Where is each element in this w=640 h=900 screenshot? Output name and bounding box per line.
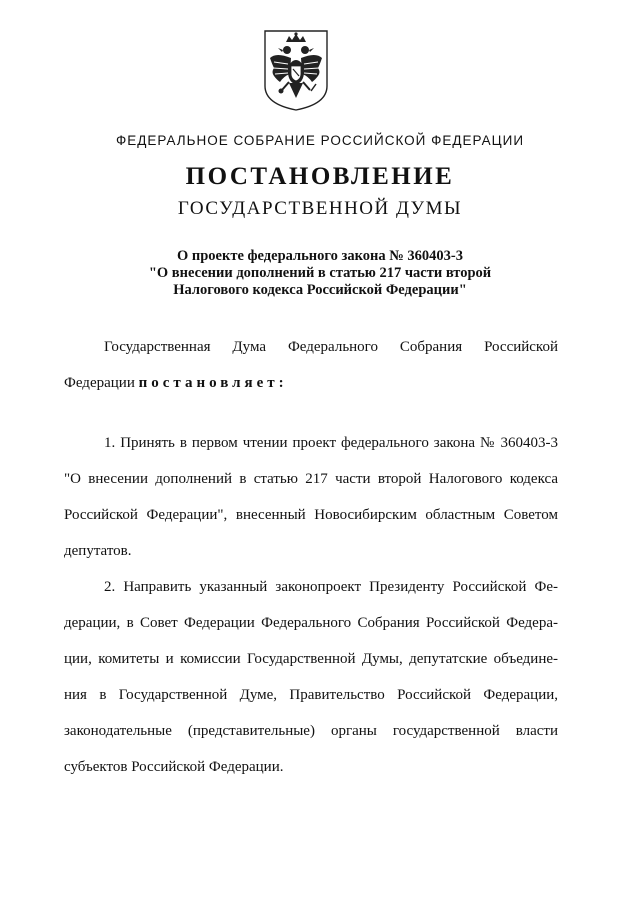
subject-line: "О внесении дополнений в статью 217 части второй (148, 265, 492, 281)
document-type: ПОСТАНОВЛЕНИЕ (185, 163, 455, 190)
subject-line: Налогового кодекса Российской Федерации" (173, 282, 467, 298)
paragraph-line: депутатов. (64, 543, 132, 559)
document-issuer: ГОСУДАРСТВЕННОЙ ДУМЫ (177, 198, 463, 219)
paragraph-line: Российской Федерации", внесенный Новосибирским областным Советом (64, 507, 558, 523)
paragraph-line: законодательные (представительные) органы государственной власти (64, 723, 558, 739)
paragraph-line: ния в Государственной Думе, Правительство Российской Федерации, (64, 687, 558, 703)
decree-keyword: постановляет: (138, 375, 288, 391)
paragraph-line: ции, комитеты и комиссии Государственной Думы, депутатские объедине- (64, 651, 558, 667)
paragraph-line: 2. Направить указанный законопроект Президенту Российской Фе- (104, 579, 558, 595)
paragraph-line: "О внесении дополнений в статью 217 части второй Налогового кодекса (64, 471, 558, 487)
preamble-line (64, 373, 558, 409)
russian-coat-of-arms-icon (262, 28, 330, 112)
paragraph-line: дерации, в Совет Федерации Федерального Собрания Российской Федера- (64, 615, 558, 631)
preamble-text: Федерации (64, 375, 139, 391)
paragraph-line: субъектов Российской Федерации. (64, 759, 284, 775)
item-1-paragraph (64, 433, 558, 577)
paragraph-line: 1. Принять в первом чтении проект федерального закона № 360403-3 (104, 435, 558, 451)
subject-line: О проекте федерального закона № 360403-3 (176, 248, 464, 264)
document-subject (0, 248, 640, 299)
item-2-paragraph (64, 577, 558, 793)
organization-title: ФЕДЕРАЛЬНОЕ СОБРАНИЕ РОССИЙСКОЙ ФЕДЕРАЦИИ (115, 133, 525, 148)
preamble-line: Государственная Дума Федерального Собрания Российской (104, 339, 558, 355)
preamble-paragraph (64, 337, 558, 409)
